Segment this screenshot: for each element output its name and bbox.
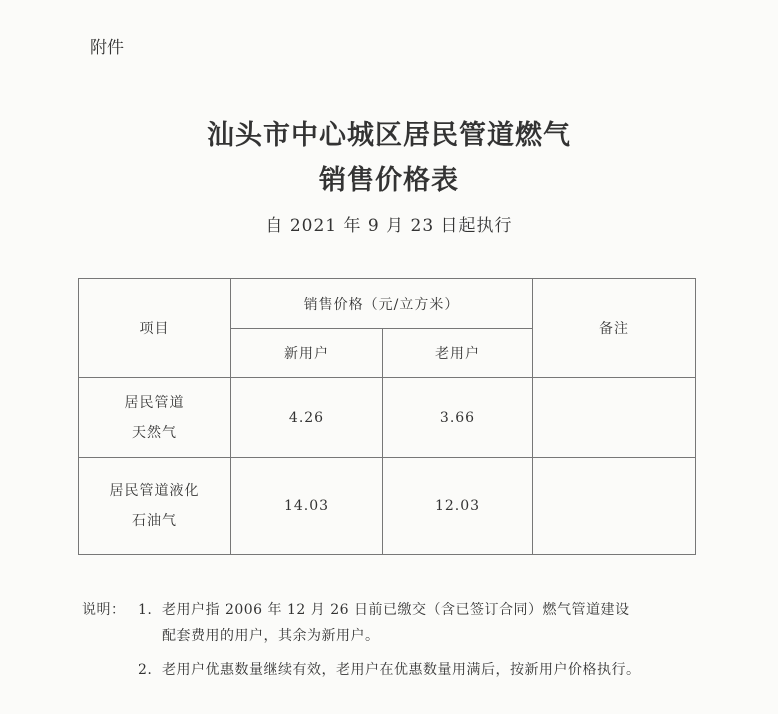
notes-label: 说明： [82,602,126,618]
new-user-price: 14.03 [231,458,383,555]
item-name-line1: 居民管道液化 [109,483,200,499]
item-name-line2: 天然气 [132,424,177,441]
table-row [79,458,696,555]
document-title-line2: 销售价格表 [319,165,459,196]
attachment-label: 附件 [90,38,124,58]
note-text-continued: 配套费用的用户，其余为新用户。 [162,628,380,644]
note-number: 1. [138,602,153,618]
item-name-line2: 石油气 [132,513,177,529]
effective-date: 自 2021 年 9 月 23 日起执行 [265,216,513,236]
old-user-price: 12.03 [383,458,533,555]
item-name-line1: 居民管道 [124,394,185,411]
item-cell [79,458,231,555]
notes-section [82,597,722,683]
note-number: 2. [138,662,153,678]
old-user-price: 3.66 [383,378,533,458]
price-header: 销售价格（元/立方米） [231,279,533,329]
remark-cell [533,458,696,555]
new-user-price: 4.26 [231,378,383,458]
old-user-header: 老用户 [383,329,533,378]
remark-cell [533,378,696,458]
price-table [78,278,696,555]
item-header: 项目 [79,279,231,378]
remark-header: 备注 [533,279,696,378]
document-title-line1: 汕头市中心城区居民管道燃气 [207,120,571,151]
table-row [79,378,696,458]
note-text: 老用户指 2006 年 12 月 26 日前已缴交（含已签订合同）燃气管道建设 [162,602,630,618]
note-text: 老用户优惠数量继续有效，老用户在优惠数量用满后，按新用户价格执行。 [162,662,641,678]
item-cell [79,378,231,458]
new-user-header: 新用户 [231,329,383,378]
